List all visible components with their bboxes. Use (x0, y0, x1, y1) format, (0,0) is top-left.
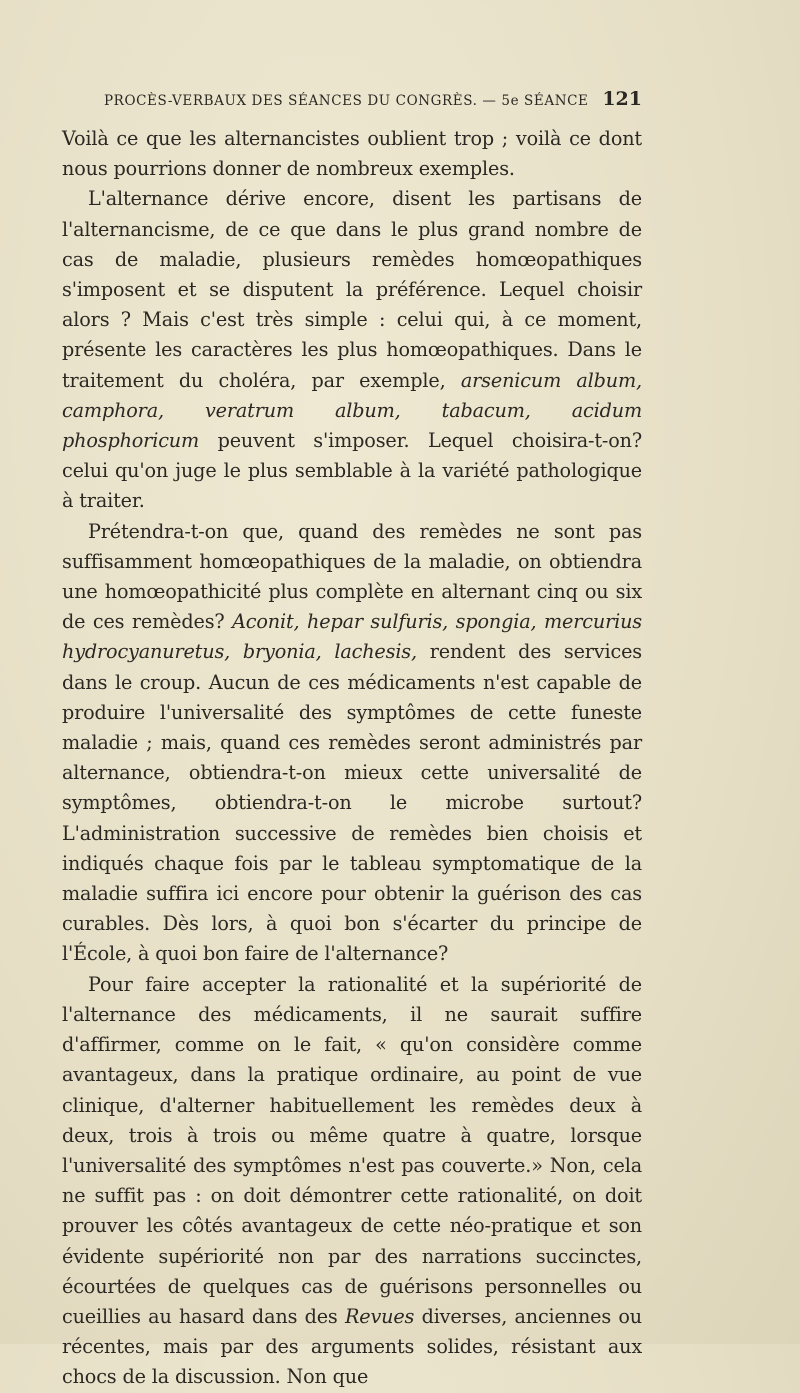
italic-span: Revues (344, 1304, 415, 1328)
body-text (62, 124, 642, 1393)
text-span: Voilà ce que les alternancistes oublient trop ; voilà ce dont nous pourrions donner de nombreux exemples. (62, 127, 642, 181)
italic-span: arsenicum album, camphora, veratrum album, tabacum, acidum phosphoricum (62, 368, 642, 453)
text-span: rendent des services dans le croup. Aucun de ces médicaments n'est capable de produire l'universalité des symptômes de cette funeste maladie ; mais, quand ces remèdes seront administrés par alternance, obtiendra-t-on mieux cette universalité de symptômes, obtiendra-t-on le microbe surtout? L'administration successive de remèdes bien choisis et indiqués chaque fois par le tableau symptomatique de la maladie suffira ici encore pour obtenir la guérison des cas curables. Dès lors, à quoi bon s'écarter du principe de l'École, à quoi bon faire de l'alternance? (62, 640, 642, 966)
text-span: Pour faire accepter la rationalité et la supériorité de l'alternance des médicaments, il ne saurait suffire d'affirmer, comme on le fait, « qu'on considère comme avantageux, dans la pratique ordinaire, au point de vue clinique, d'alterner habituellement les remèdes deux à deux, trois à trois ou même quatre à quatre, lorsque l'universalité des symptômes n'est pas couverte.» Non, cela ne suffit pas : on doit démontrer cette rationalité, on doit prouver les côtés avantageux de cette néo-pratique et son évidente supériorité non par des narrations succinctes, écourtées de quelques cas de guérisons personnelles ou cueillies au hasard dans des (62, 972, 642, 1328)
text-span: peuvent s'imposer. Lequel choisira-t-on? celui qu'on juge le plus semblable à la variété pathologique à traiter. (62, 429, 642, 513)
paragraph (62, 517, 642, 970)
italic-span: Aconit, hepar sulfuris, spongia, mercurius hydrocyanuretus, bryonia, lachesis, (62, 610, 642, 664)
page-number: 121 (602, 88, 642, 110)
paragraph (62, 970, 642, 1393)
paragraph (62, 184, 642, 516)
text-span: diverses, anciennes ou récentes, mais par des arguments solides, résistant aux chocs de la discussion. Non que (62, 1304, 642, 1389)
running-title: PROCÈS-VERBAUX DES SÉANCES DU CONGRÈS. — 5e SÉANCE (104, 93, 589, 109)
paragraph (62, 124, 642, 184)
page-header (104, 88, 642, 112)
text-span: L'alternance dérive encore, disent les partisans de l'alternancisme, de ce que dans le plus grand nombre de cas de maladie, plusieurs remèdes homœopathiques s'imposent et se disputent la préférence. Lequel choisir alors ? Mais c'est très simple : celui qui, à ce moment, présente les caractères les plus homœopathiques. Dans le traitement du choléra, par exemple, (62, 187, 642, 392)
text-span: Prétendra-t-on que, quand des remèdes ne sont pas suffisamment homœopathiques de la maladie, on obtiendra une homœopathicité plus complète en alternant cinq ou six de ces remèdes? (62, 519, 642, 634)
